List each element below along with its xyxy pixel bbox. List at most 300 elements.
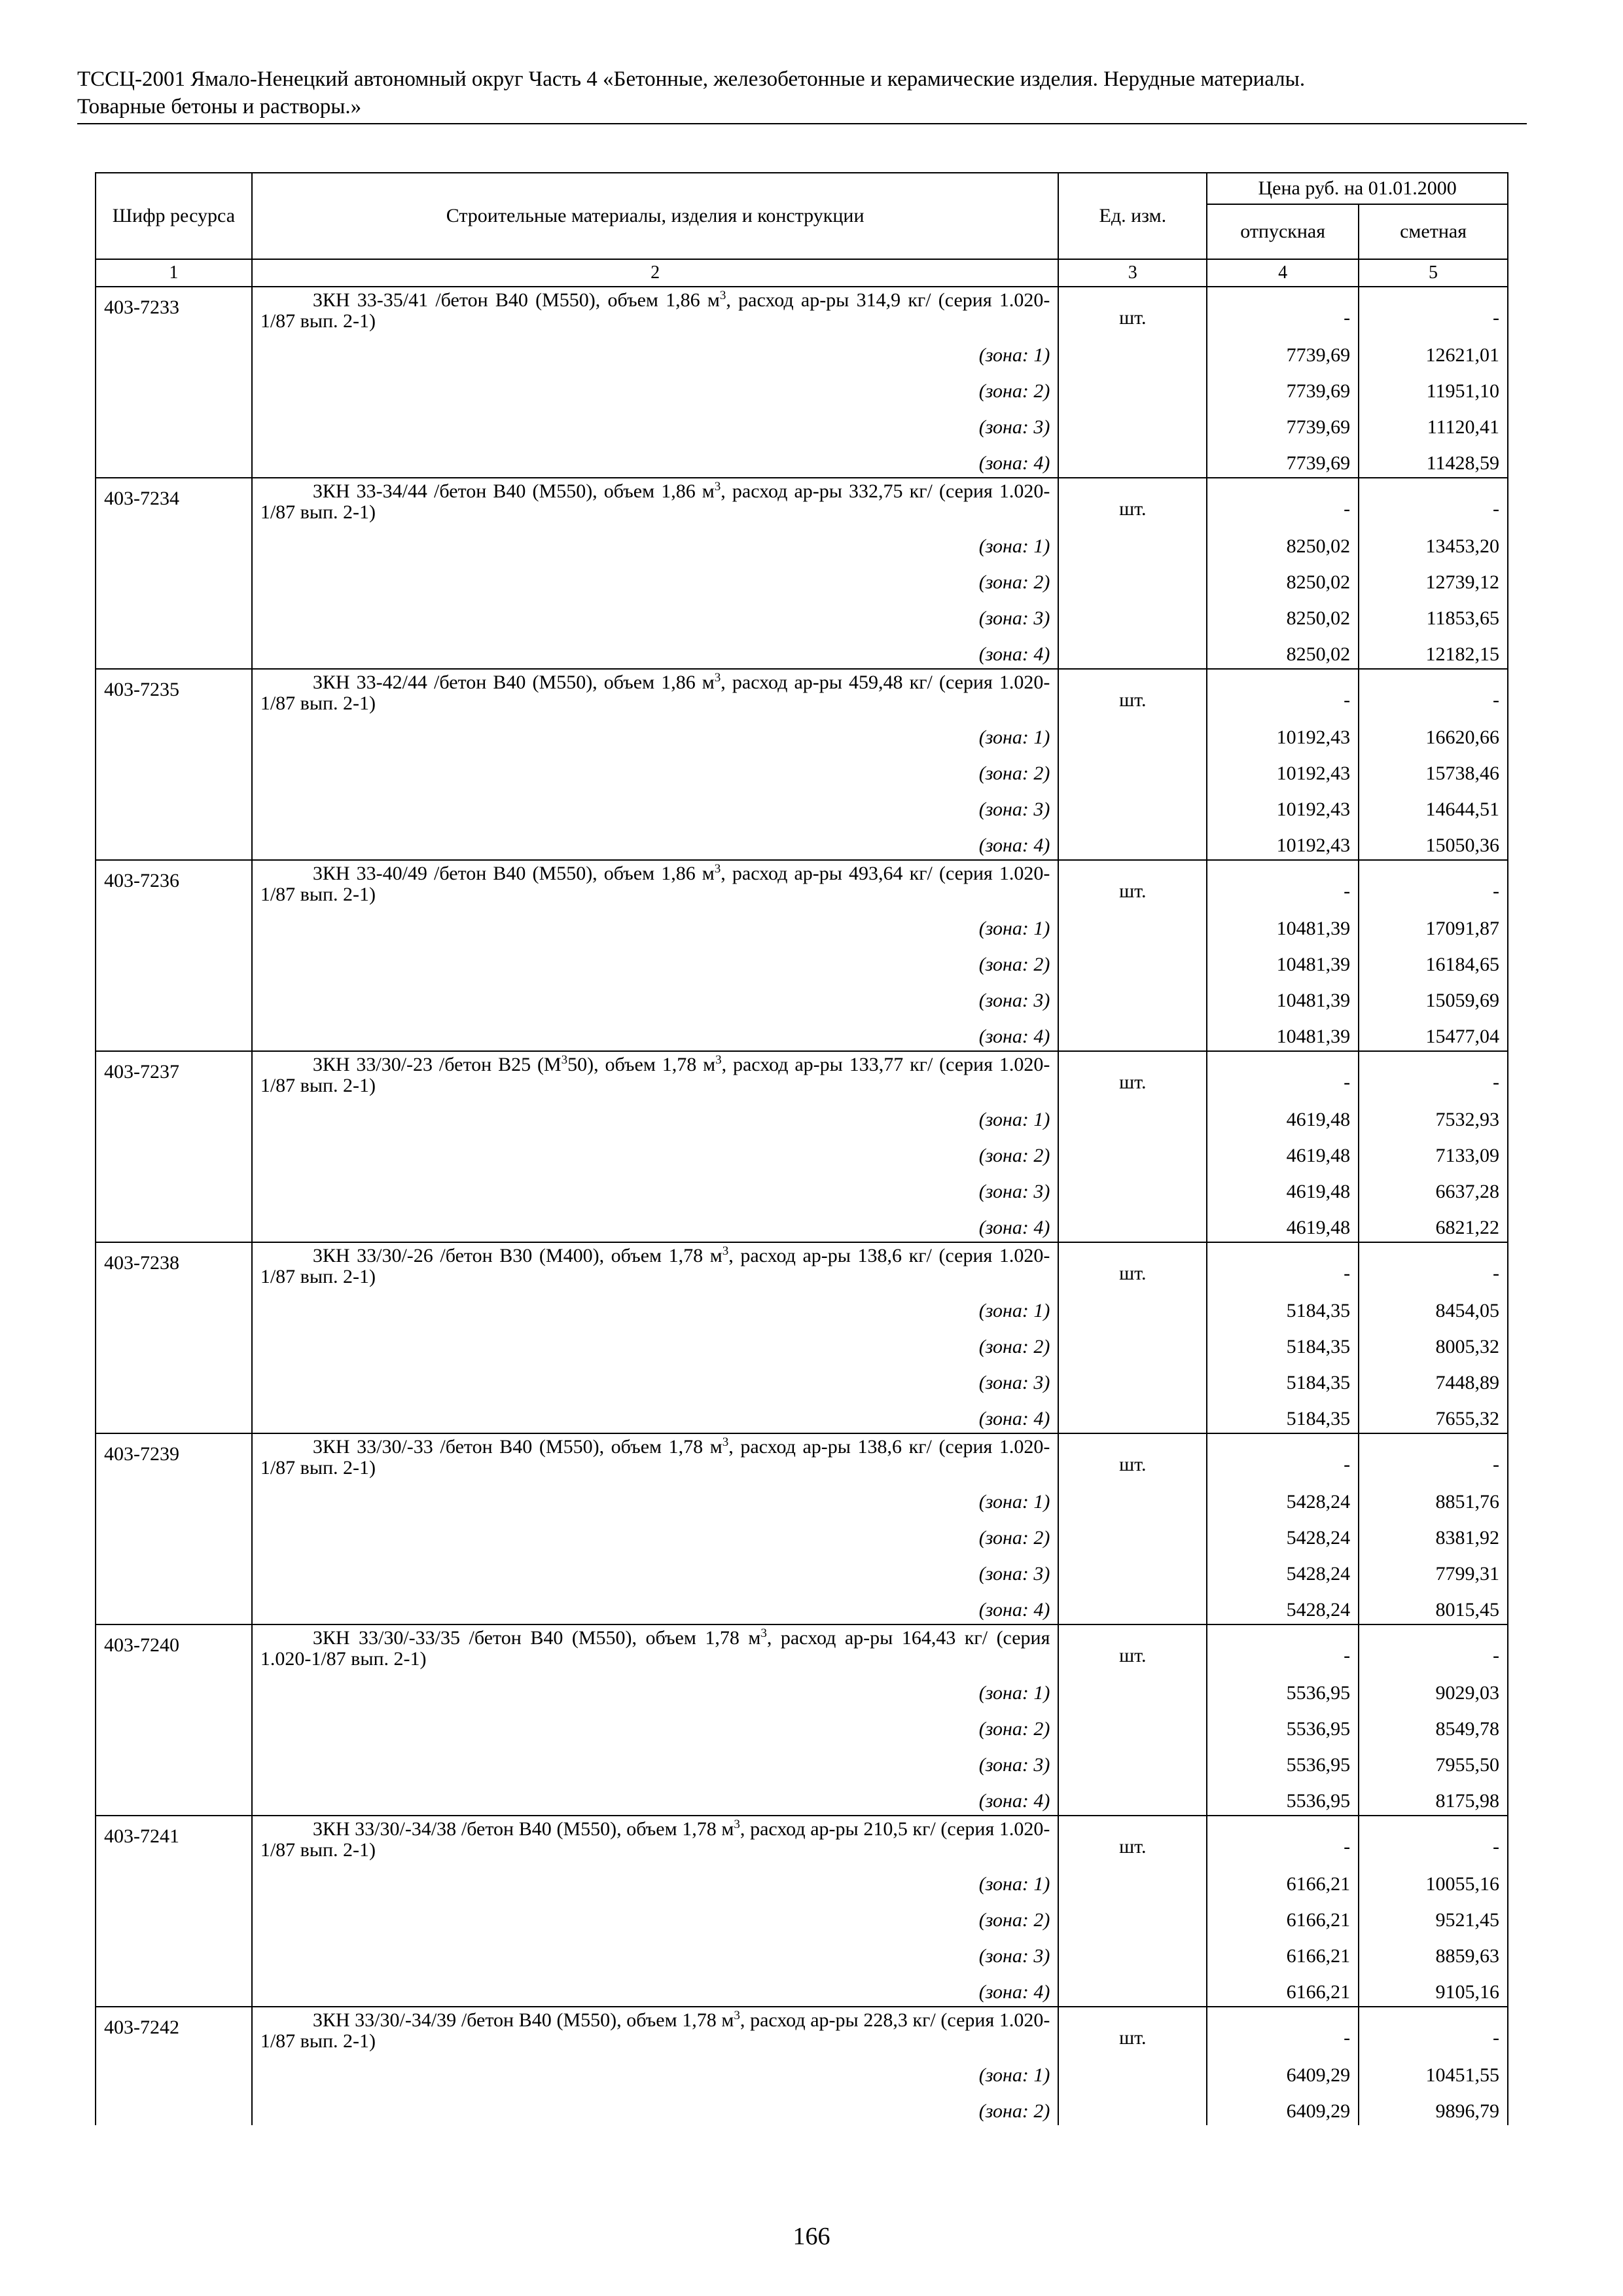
zone-estimate-price: 6637,28 bbox=[1359, 1170, 1508, 1206]
empty-cell bbox=[96, 441, 252, 478]
resource-code: 403-7233 bbox=[96, 287, 252, 333]
zone-release-price: 6166,21 bbox=[1207, 1970, 1359, 2007]
zone-release-price: 6166,21 bbox=[1207, 1934, 1359, 1970]
zone-release-price: 8250,02 bbox=[1207, 596, 1359, 632]
zone-row bbox=[96, 978, 1508, 1014]
zone-label: (зона: 3) bbox=[252, 978, 1059, 1014]
zone-estimate-price: 11428,59 bbox=[1359, 441, 1508, 478]
resource-name bbox=[252, 1433, 1059, 1480]
resource-name-part: 3КН 33/30/-33/35 /бетон В40 (М550), объем 1,78 м bbox=[312, 1627, 761, 1649]
zone-row bbox=[96, 1397, 1508, 1433]
zone-estimate-price: 9896,79 bbox=[1359, 2089, 1508, 2125]
zone-estimate-price: 12621,01 bbox=[1359, 333, 1508, 369]
cubic-superscript: 3 bbox=[714, 671, 721, 685]
table-row bbox=[96, 1433, 1508, 1480]
unit-cell: шт. bbox=[1058, 2007, 1207, 2053]
zone-estimate-price: 7133,09 bbox=[1359, 1134, 1508, 1170]
zone-release-price: 10481,39 bbox=[1207, 978, 1359, 1014]
empty-cell bbox=[1058, 560, 1207, 596]
resource-name bbox=[252, 287, 1059, 333]
resource-name-part: 3КН 33-35/41 /бетон В40 (М550), объем 1,86 м bbox=[312, 289, 720, 311]
zone-estimate-price: 13453,20 bbox=[1359, 524, 1508, 560]
zone-label: (зона: 3) bbox=[252, 1743, 1059, 1779]
zone-label: (зона: 4) bbox=[252, 441, 1059, 478]
empty-cell bbox=[96, 1325, 252, 1361]
column-number: 5 bbox=[1359, 259, 1508, 287]
document-header bbox=[77, 65, 1527, 120]
empty-cell bbox=[1058, 1862, 1207, 1898]
empty-cell bbox=[1058, 1014, 1207, 1051]
zone-release-price: 5536,95 bbox=[1207, 1743, 1359, 1779]
empty-cell bbox=[1058, 2053, 1207, 2089]
resource-name bbox=[252, 860, 1059, 906]
zone-row bbox=[96, 1289, 1508, 1325]
zone-estimate-price: 9521,45 bbox=[1359, 1898, 1508, 1934]
zone-release-price: 5428,24 bbox=[1207, 1588, 1359, 1624]
zone-row bbox=[96, 1552, 1508, 1588]
empty-cell bbox=[96, 1552, 252, 1588]
unit-cell: шт. bbox=[1058, 1242, 1207, 1289]
column-number: 3 bbox=[1058, 259, 1207, 287]
zone-row bbox=[96, 1970, 1508, 2007]
zone-release-price: 5184,35 bbox=[1207, 1397, 1359, 1433]
resource-name-part: , расход ар-ры 228,3 кг/ (серия 1.020-1/87 вып. 2-1) bbox=[260, 2009, 1050, 2052]
zone-row bbox=[96, 1325, 1508, 1361]
column-number: 4 bbox=[1207, 259, 1359, 287]
empty-cell bbox=[96, 1480, 252, 1516]
empty-cell bbox=[1058, 1289, 1207, 1325]
estimate-price-cell: - bbox=[1359, 478, 1508, 524]
empty-cell bbox=[1058, 1516, 1207, 1552]
cubic-superscript: 3 bbox=[734, 1818, 740, 1831]
zone-estimate-price: 16620,66 bbox=[1359, 715, 1508, 751]
zone-estimate-price: 10451,55 bbox=[1359, 2053, 1508, 2089]
empty-cell bbox=[1058, 441, 1207, 478]
resource-code: 403-7237 bbox=[96, 1051, 252, 1098]
empty-cell bbox=[96, 596, 252, 632]
empty-cell bbox=[96, 1098, 252, 1134]
zone-label: (зона: 1) bbox=[252, 2053, 1059, 2089]
empty-cell bbox=[1058, 906, 1207, 942]
empty-cell bbox=[1058, 787, 1207, 823]
empty-cell bbox=[96, 405, 252, 441]
empty-cell bbox=[96, 1934, 252, 1970]
zone-label: (зона: 4) bbox=[252, 1397, 1059, 1433]
zone-estimate-price: 16184,65 bbox=[1359, 942, 1508, 978]
empty-cell bbox=[1058, 524, 1207, 560]
estimate-price-cell: - bbox=[1359, 669, 1508, 715]
empty-cell bbox=[1058, 1970, 1207, 2007]
zone-label: (зона: 1) bbox=[252, 524, 1059, 560]
zone-row bbox=[96, 1014, 1508, 1051]
zone-estimate-price: 6821,22 bbox=[1359, 1206, 1508, 1242]
empty-cell bbox=[96, 906, 252, 942]
zone-release-price: 4619,48 bbox=[1207, 1134, 1359, 1170]
empty-cell bbox=[1058, 1325, 1207, 1361]
zone-row bbox=[96, 1480, 1508, 1516]
table-row bbox=[96, 1624, 1508, 1671]
empty-cell bbox=[96, 1289, 252, 1325]
zone-estimate-price: 8005,32 bbox=[1359, 1325, 1508, 1361]
unit-cell: шт. bbox=[1058, 1624, 1207, 1671]
unit-cell: шт. bbox=[1058, 669, 1207, 715]
zone-label: (зона: 2) bbox=[252, 751, 1059, 787]
zone-release-price: 4619,48 bbox=[1207, 1098, 1359, 1134]
resource-name bbox=[252, 2007, 1059, 2053]
empty-cell bbox=[1058, 1098, 1207, 1134]
zone-estimate-price: 8175,98 bbox=[1359, 1779, 1508, 1816]
resource-name-part: , расход ар-ры 210,5 кг/ (серия 1.020-1/87 вып. 2-1) bbox=[260, 1818, 1050, 1861]
zone-row bbox=[96, 2089, 1508, 2125]
empty-cell bbox=[1058, 1707, 1207, 1743]
zone-label: (зона: 1) bbox=[252, 1671, 1059, 1707]
zone-release-price: 6166,21 bbox=[1207, 1898, 1359, 1934]
empty-cell bbox=[96, 942, 252, 978]
zone-label: (зона: 3) bbox=[252, 1361, 1059, 1397]
resource-name-part: , расход ар-ры 332,75 кг/ (серия 1.020-1/87 вып. 2-1) bbox=[260, 480, 1050, 523]
empty-cell bbox=[96, 1134, 252, 1170]
resource-name-part: , расход ар-ры 493,64 кг/ (серия 1.020-1/87 вып. 2-1) bbox=[260, 863, 1050, 905]
empty-cell bbox=[1058, 333, 1207, 369]
cubic-superscript: 3 bbox=[714, 862, 721, 876]
zone-row bbox=[96, 1134, 1508, 1170]
header-release-price: отпускная bbox=[1207, 204, 1359, 259]
cubic-superscript: 3 bbox=[760, 1626, 767, 1640]
zone-estimate-price: 7532,93 bbox=[1359, 1098, 1508, 1134]
empty-cell bbox=[1058, 1671, 1207, 1707]
zone-estimate-price: 7655,32 bbox=[1359, 1397, 1508, 1433]
zone-estimate-price: 11120,41 bbox=[1359, 405, 1508, 441]
zone-release-price: 8250,02 bbox=[1207, 560, 1359, 596]
zone-estimate-price: 12739,12 bbox=[1359, 560, 1508, 596]
zone-release-price: 5536,95 bbox=[1207, 1779, 1359, 1816]
resource-name-part: , расход ар-ры 133,77 кг/ (серия 1.020-1/87 вып. 2-1) bbox=[260, 1054, 1050, 1096]
zone-row bbox=[96, 1934, 1508, 1970]
empty-cell bbox=[96, 1862, 252, 1898]
zone-row bbox=[96, 1862, 1508, 1898]
zone-estimate-price: 11853,65 bbox=[1359, 596, 1508, 632]
zone-label: (зона: 1) bbox=[252, 1862, 1059, 1898]
empty-cell bbox=[1058, 1480, 1207, 1516]
empty-cell bbox=[1058, 1552, 1207, 1588]
zone-label: (зона: 1) bbox=[252, 333, 1059, 369]
zone-label: (зона: 3) bbox=[252, 787, 1059, 823]
resource-name-part: , расход ар-ры 459,48 кг/ (серия 1.020-1/87 вып. 2-1) bbox=[260, 672, 1050, 714]
header-estimate-price: сметная bbox=[1359, 204, 1508, 259]
resource-code: 403-7234 bbox=[96, 478, 252, 524]
release-price-cell: - bbox=[1207, 1051, 1359, 1098]
estimate-price-cell: - bbox=[1359, 860, 1508, 906]
empty-cell bbox=[96, 1898, 252, 1934]
zone-release-price: 4619,48 bbox=[1207, 1170, 1359, 1206]
zone-estimate-price: 11951,10 bbox=[1359, 369, 1508, 405]
resource-name-part: 3КН 33-42/44 /бетон В40 (М550), объем 1,86 м bbox=[312, 672, 715, 693]
empty-cell bbox=[96, 1206, 252, 1242]
cubic-superscript: 3 bbox=[734, 2009, 740, 2022]
resource-code: 403-7238 bbox=[96, 1242, 252, 1289]
zone-estimate-price: 9105,16 bbox=[1359, 1970, 1508, 2007]
resource-name bbox=[252, 478, 1059, 524]
empty-cell bbox=[1058, 2089, 1207, 2125]
resource-code: 403-7241 bbox=[96, 1816, 252, 1862]
zone-row bbox=[96, 906, 1508, 942]
zone-label: (зона: 2) bbox=[252, 560, 1059, 596]
empty-cell bbox=[1058, 1134, 1207, 1170]
resource-name bbox=[252, 1816, 1059, 1862]
table-header-row bbox=[96, 173, 1508, 204]
cubic-superscript: 3 bbox=[561, 1053, 568, 1067]
empty-cell bbox=[96, 1779, 252, 1816]
zone-release-price: 5428,24 bbox=[1207, 1552, 1359, 1588]
cubic-superscript: 3 bbox=[722, 1435, 729, 1449]
zone-label: (зона: 3) bbox=[252, 405, 1059, 441]
zone-row bbox=[96, 1898, 1508, 1934]
zone-estimate-price: 7448,89 bbox=[1359, 1361, 1508, 1397]
zone-row bbox=[96, 1170, 1508, 1206]
zone-estimate-price: 17091,87 bbox=[1359, 906, 1508, 942]
empty-cell bbox=[96, 1014, 252, 1051]
empty-cell bbox=[96, 369, 252, 405]
zone-row bbox=[96, 1206, 1508, 1242]
zone-label: (зона: 4) bbox=[252, 823, 1059, 860]
empty-cell bbox=[96, 1743, 252, 1779]
column-number: 2 bbox=[252, 259, 1059, 287]
zone-label: (зона: 4) bbox=[252, 1779, 1059, 1816]
empty-cell bbox=[1058, 369, 1207, 405]
zone-label: (зона: 3) bbox=[252, 1934, 1059, 1970]
zone-label: (зона: 3) bbox=[252, 596, 1059, 632]
estimate-price-cell: - bbox=[1359, 1624, 1508, 1671]
zone-release-price: 5184,35 bbox=[1207, 1289, 1359, 1325]
empty-cell bbox=[1058, 1588, 1207, 1624]
zone-release-price: 5536,95 bbox=[1207, 1707, 1359, 1743]
zone-release-price: 5428,24 bbox=[1207, 1480, 1359, 1516]
empty-cell bbox=[96, 751, 252, 787]
zone-label: (зона: 2) bbox=[252, 1134, 1059, 1170]
estimate-price-cell: - bbox=[1359, 287, 1508, 333]
table-body bbox=[96, 287, 1508, 2125]
unit-cell: шт. bbox=[1058, 478, 1207, 524]
zone-release-price: 4619,48 bbox=[1207, 1206, 1359, 1242]
zone-label: (зона: 1) bbox=[252, 1098, 1059, 1134]
release-price-cell: - bbox=[1207, 1242, 1359, 1289]
resource-name-part: , расход ар-ры 138,6 кг/ (серия 1.020-1/87 вып. 2-1) bbox=[260, 1245, 1050, 1287]
header-line-2: Товарные бетоны и растворы.» bbox=[77, 95, 362, 118]
zone-row bbox=[96, 1779, 1508, 1816]
unit-cell: шт. bbox=[1058, 1051, 1207, 1098]
zone-release-price: 10192,43 bbox=[1207, 823, 1359, 860]
release-price-cell: - bbox=[1207, 1816, 1359, 1862]
resource-name-part: 3КН 33/30/-23 /бетон В25 (М bbox=[312, 1054, 562, 1075]
empty-cell bbox=[96, 2089, 252, 2125]
resource-name-part: 3КН 33/30/-34/39 /бетон В40 (М550), объем 1,78 м bbox=[312, 2009, 734, 2031]
zone-estimate-price: 7955,50 bbox=[1359, 1743, 1508, 1779]
resource-name-part: , расход ар-ры 138,6 кг/ (серия 1.020-1/87 вып. 2-1) bbox=[260, 1436, 1050, 1479]
release-price-cell: - bbox=[1207, 1433, 1359, 1480]
unit-cell: шт. bbox=[1058, 1433, 1207, 1480]
zone-row bbox=[96, 751, 1508, 787]
zone-estimate-price: 8859,63 bbox=[1359, 1934, 1508, 1970]
zone-release-price: 5184,35 bbox=[1207, 1325, 1359, 1361]
zone-row bbox=[96, 715, 1508, 751]
zone-row bbox=[96, 596, 1508, 632]
resource-name bbox=[252, 1051, 1059, 1098]
zone-row bbox=[96, 1361, 1508, 1397]
zone-release-price: 10192,43 bbox=[1207, 751, 1359, 787]
zone-release-price: 5184,35 bbox=[1207, 1361, 1359, 1397]
empty-cell bbox=[1058, 405, 1207, 441]
header-rule bbox=[77, 123, 1527, 124]
empty-cell bbox=[96, 1707, 252, 1743]
zone-estimate-price: 8549,78 bbox=[1359, 1707, 1508, 1743]
zone-label: (зона: 4) bbox=[252, 632, 1059, 669]
table-row bbox=[96, 2007, 1508, 2053]
zone-estimate-price: 8851,76 bbox=[1359, 1480, 1508, 1516]
empty-cell bbox=[96, 1671, 252, 1707]
empty-cell bbox=[96, 2053, 252, 2089]
empty-cell bbox=[1058, 978, 1207, 1014]
zone-estimate-price: 8454,05 bbox=[1359, 1289, 1508, 1325]
header-code: Шифр ресурса bbox=[96, 173, 252, 259]
zone-release-price: 8250,02 bbox=[1207, 524, 1359, 560]
empty-cell bbox=[96, 333, 252, 369]
zone-row bbox=[96, 2053, 1508, 2089]
cubic-superscript: 3 bbox=[714, 480, 721, 493]
empty-cell bbox=[1058, 715, 1207, 751]
release-price-cell: - bbox=[1207, 1624, 1359, 1671]
resource-name-part: 3КН 33/30/-33 /бетон В40 (М550), объем 1,78 м bbox=[312, 1436, 722, 1458]
empty-cell bbox=[96, 1516, 252, 1552]
zone-row bbox=[96, 524, 1508, 560]
zone-row bbox=[96, 1098, 1508, 1134]
empty-cell bbox=[1058, 942, 1207, 978]
zone-row bbox=[96, 632, 1508, 669]
empty-cell bbox=[1058, 1397, 1207, 1433]
zone-row bbox=[96, 1743, 1508, 1779]
zone-label: (зона: 2) bbox=[252, 1325, 1059, 1361]
empty-cell bbox=[96, 978, 252, 1014]
empty-cell bbox=[1058, 1361, 1207, 1397]
zone-release-price: 5428,24 bbox=[1207, 1516, 1359, 1552]
empty-cell bbox=[1058, 1170, 1207, 1206]
zone-row bbox=[96, 1516, 1508, 1552]
table-row bbox=[96, 860, 1508, 906]
zone-estimate-price: 7799,31 bbox=[1359, 1552, 1508, 1588]
cubic-superscript: 3 bbox=[719, 289, 726, 302]
empty-cell bbox=[1058, 596, 1207, 632]
table-row bbox=[96, 1051, 1508, 1098]
zone-release-price: 10192,43 bbox=[1207, 787, 1359, 823]
resource-name bbox=[252, 1242, 1059, 1289]
header-name: Строительные материалы, изделия и конструкции bbox=[252, 173, 1059, 259]
zone-row bbox=[96, 787, 1508, 823]
zone-estimate-price: 14644,51 bbox=[1359, 787, 1508, 823]
zone-label: (зона: 3) bbox=[252, 1552, 1059, 1588]
zone-release-price: 10192,43 bbox=[1207, 715, 1359, 751]
resource-name-part: , расход ар-ры 314,9 кг/ (серия 1.020-1/87 вып. 2-1) bbox=[260, 289, 1050, 332]
empty-cell bbox=[1058, 823, 1207, 860]
cubic-superscript: 3 bbox=[722, 1244, 729, 1258]
resource-name-part: , расход ар-ры 164,43 кг/ (серия 1.020-1/87 вып. 2-1) bbox=[260, 1627, 1050, 1670]
release-price-cell: - bbox=[1207, 2007, 1359, 2053]
zone-row bbox=[96, 560, 1508, 596]
zone-label: (зона: 1) bbox=[252, 1289, 1059, 1325]
resource-name-part: 3КН 33-40/49 /бетон В40 (М550), объем 1,86 м bbox=[312, 863, 715, 884]
zone-label: (зона: 1) bbox=[252, 906, 1059, 942]
table-row bbox=[96, 287, 1508, 333]
zone-estimate-price: 8381,92 bbox=[1359, 1516, 1508, 1552]
zone-label: (зона: 1) bbox=[252, 715, 1059, 751]
empty-cell bbox=[96, 823, 252, 860]
resource-name-part: 3КН 33/30/-34/38 /бетон В40 (М550), объем 1,78 м bbox=[312, 1818, 734, 1840]
table-row bbox=[96, 669, 1508, 715]
zone-label: (зона: 2) bbox=[252, 1516, 1059, 1552]
release-price-cell: - bbox=[1207, 287, 1359, 333]
zone-release-price: 7739,69 bbox=[1207, 405, 1359, 441]
resource-name-part: 50), объем 1,78 м bbox=[567, 1054, 716, 1075]
page-number: 166 bbox=[793, 2223, 830, 2250]
zone-label: (зона: 2) bbox=[252, 1898, 1059, 1934]
zone-estimate-price: 12182,15 bbox=[1359, 632, 1508, 669]
empty-cell bbox=[96, 632, 252, 669]
zone-estimate-price: 15059,69 bbox=[1359, 978, 1508, 1014]
estimate-price-cell: - bbox=[1359, 1433, 1508, 1480]
empty-cell bbox=[1058, 1898, 1207, 1934]
empty-cell bbox=[96, 1170, 252, 1206]
resource-name bbox=[252, 669, 1059, 715]
zone-row bbox=[96, 1671, 1508, 1707]
zone-row bbox=[96, 441, 1508, 478]
zone-release-price: 10481,39 bbox=[1207, 906, 1359, 942]
table-row bbox=[96, 1242, 1508, 1289]
resource-code: 403-7239 bbox=[96, 1433, 252, 1480]
zone-release-price: 7739,69 bbox=[1207, 441, 1359, 478]
empty-cell bbox=[1058, 751, 1207, 787]
unit-cell: шт. bbox=[1058, 287, 1207, 333]
zone-row bbox=[96, 405, 1508, 441]
zone-label: (зона: 2) bbox=[252, 942, 1059, 978]
zone-release-price: 5536,95 bbox=[1207, 1671, 1359, 1707]
zone-label: (зона: 1) bbox=[252, 1480, 1059, 1516]
zone-label: (зона: 2) bbox=[252, 1707, 1059, 1743]
table-row bbox=[96, 1816, 1508, 1862]
zone-label: (зона: 4) bbox=[252, 1588, 1059, 1624]
zone-release-price: 7739,69 bbox=[1207, 333, 1359, 369]
empty-cell bbox=[1058, 1743, 1207, 1779]
empty-cell bbox=[96, 787, 252, 823]
resource-price-table bbox=[95, 172, 1508, 2125]
zone-row bbox=[96, 1588, 1508, 1624]
zone-release-price: 10481,39 bbox=[1207, 1014, 1359, 1051]
zone-row bbox=[96, 1707, 1508, 1743]
zone-label: (зона: 2) bbox=[252, 369, 1059, 405]
zone-estimate-price: 15050,36 bbox=[1359, 823, 1508, 860]
zone-estimate-price: 10055,16 bbox=[1359, 1862, 1508, 1898]
empty-cell bbox=[96, 1588, 252, 1624]
column-number-row bbox=[96, 259, 1508, 287]
zone-label: (зона: 4) bbox=[252, 1970, 1059, 2007]
cubic-superscript: 3 bbox=[715, 1053, 722, 1067]
column-number: 1 bbox=[96, 259, 252, 287]
empty-cell bbox=[1058, 1206, 1207, 1242]
estimate-price-cell: - bbox=[1359, 2007, 1508, 2053]
zone-estimate-price: 8015,45 bbox=[1359, 1588, 1508, 1624]
empty-cell bbox=[96, 1361, 252, 1397]
header-price: Цена руб. на 01.01.2000 bbox=[1207, 173, 1508, 204]
release-price-cell: - bbox=[1207, 860, 1359, 906]
resource-code: 403-7242 bbox=[96, 2007, 252, 2053]
zone-label: (зона: 4) bbox=[252, 1014, 1059, 1051]
